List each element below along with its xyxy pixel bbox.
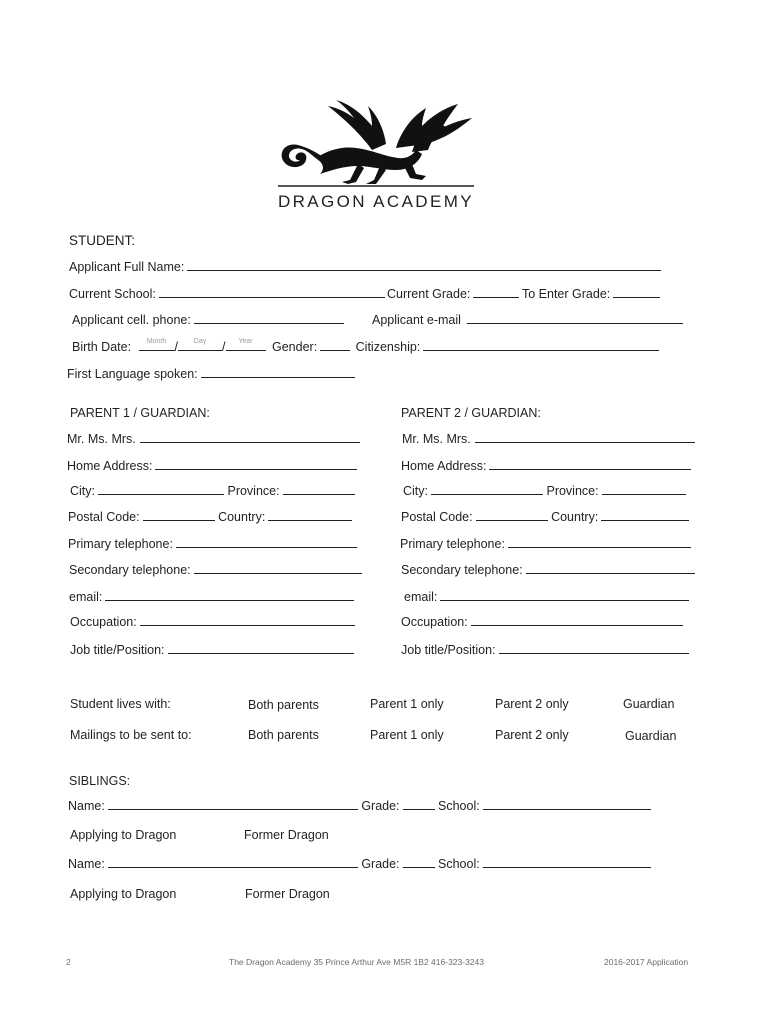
mailings-parent2[interactable]: Parent 2 only [495,728,569,742]
footer-edition: 2016-2017 Application [604,957,689,967]
parent2-title-row [402,432,695,446]
sibling2-former[interactable]: Former Dragon [245,887,330,901]
student-heading: STUDENT: [69,233,136,248]
parent1-job-field[interactable] [168,643,354,654]
full-name-field[interactable] [187,260,661,271]
parent2-occupation-row [401,615,683,629]
parent1-secondary-phone-field[interactable] [194,563,362,574]
parent2-address-label: Home Address: [401,459,487,473]
first-language-field[interactable] [201,367,355,378]
full-name-label: Applicant Full Name: [69,260,185,274]
birth-date-label: Birth Date: [72,340,132,354]
parent1-country-label: Country: [218,510,266,524]
parent2-postal-row [401,510,689,524]
lives-with-parent1[interactable]: Parent 1 only [370,697,444,711]
lives-with-parent2[interactable]: Parent 2 only [495,697,569,711]
sibling2-name-label: Name: [68,857,105,871]
cell-phone-label: Applicant cell. phone: [72,313,191,327]
parent1-province-field[interactable] [283,484,355,495]
parent1-job-label: Job title/Position: [70,643,165,657]
parent2-secondary-phone-row [401,563,695,577]
parent1-city-label: City: [70,484,95,498]
parent2-city-field[interactable] [431,484,543,495]
current-school-field[interactable] [159,287,385,298]
first-language-label: First Language spoken: [67,367,198,381]
parent1-postal-field[interactable] [143,510,215,521]
parent2-country-label: Country: [551,510,599,524]
siblings-heading: SIBLINGS: [69,774,131,788]
parent1-primary-phone-label: Primary telephone: [68,537,173,551]
parent1-title-label: Mr. Ms. Mrs. [67,432,136,446]
sibling2-school-field[interactable] [483,857,651,868]
student-email-label: Applicant e-mail [372,313,461,327]
current-grade-field[interactable] [473,287,519,298]
birth-year-field[interactable] [226,340,266,351]
parent2-email-row [404,590,689,604]
citizenship-label: Citizenship: [355,340,421,354]
parent1-province-label: Province: [227,484,280,498]
parent2-city-label: City: [403,484,428,498]
parent1-primary-phone-row [68,537,357,551]
parent1-country-field[interactable] [268,510,352,521]
sibling1-applying[interactable]: Applying to Dragon [70,828,177,842]
parent1-job-row [70,643,354,657]
parent1-name-field[interactable] [140,432,360,443]
sibling1-name-field[interactable] [108,799,358,810]
parent2-name-field[interactable] [475,432,695,443]
sibling2-applying[interactable]: Applying to Dragon [70,887,177,901]
parent1-email-field[interactable] [105,590,354,601]
parent2-primary-phone-label: Primary telephone: [400,537,505,551]
month-hint: Month [146,338,167,345]
parent1-occupation-row [70,615,355,629]
lives-with-guardian[interactable]: Guardian [623,697,675,711]
student-email-row [372,313,683,327]
parent1-occupation-field[interactable] [140,615,355,626]
to-enter-grade-field[interactable] [613,287,660,298]
year-hint: Year [238,338,253,345]
cell-phone-field[interactable] [194,313,344,324]
mailings-both-parents[interactable]: Both parents [248,728,319,742]
school-logo [276,100,476,215]
cell-phone-row [72,313,344,327]
parent1-email-row [69,590,354,604]
footer-address: The Dragon Academy 35 Prince Arthur Ave M5R 1B2 416-323-3243 [229,957,484,967]
parent2-title-label: Mr. Ms. Mrs. [402,432,471,446]
full-name-row [69,260,661,274]
parent1-address-field[interactable] [155,459,357,470]
parent2-job-label: Job title/Position: [401,643,496,657]
parent1-postal-row [68,510,352,524]
mailings-guardian[interactable]: Guardian [625,729,677,743]
sibling1-grade-label: Grade: [361,799,400,813]
parent2-country-field[interactable] [601,510,689,521]
current-school-row [69,287,385,301]
citizenship-field[interactable] [423,340,659,351]
sibling1-row [68,799,651,813]
birth-month-field[interactable] [139,340,175,351]
gender-label: Gender: [272,340,318,354]
parent1-primary-phone-field[interactable] [176,537,357,548]
parent2-job-field[interactable] [499,643,689,654]
sibling1-former[interactable]: Former Dragon [244,828,329,842]
parent2-email-label: email: [404,590,438,604]
parent1-email-label: email: [69,590,103,604]
first-language-row [67,367,355,381]
parent1-title-row [67,432,360,446]
parent1-address-row [67,459,357,473]
parent1-city-field[interactable] [98,484,224,495]
parent1-postal-label: Postal Code: [68,510,140,524]
sibling1-name-label: Name: [68,799,105,813]
lives-with-label: Student lives with: [70,697,171,711]
sibling2-row [68,857,651,871]
parent2-address-field[interactable] [489,459,691,470]
birth-day-field[interactable] [178,340,222,351]
parent1-address-label: Home Address: [67,459,153,473]
lives-with-both-parents[interactable]: Both parents [248,698,319,712]
parent1-secondary-phone-row [69,563,362,577]
parent1-secondary-phone-label: Secondary telephone: [69,563,191,577]
sibling1-school-label: School: [438,799,480,813]
current-school-label: Current School: [69,287,156,301]
current-grade-label: Current Grade: [387,287,471,301]
gender-field[interactable] [320,340,350,351]
current-grade-row [387,287,519,301]
mailings-label: Mailings to be sent to: [70,728,192,742]
parent2-email-field[interactable] [440,590,689,601]
student-email-field[interactable] [467,313,683,324]
sibling2-name-field[interactable] [108,857,358,868]
sibling2-grade-label: Grade: [361,857,400,871]
parent2-province-field[interactable] [602,484,686,495]
sibling1-school-field[interactable] [483,799,651,810]
parent2-secondary-phone-field[interactable] [526,563,695,574]
parent2-postal-label: Postal Code: [401,510,473,524]
day-hint: Day [193,338,207,345]
parent2-primary-phone-field[interactable] [508,537,691,548]
parent2-occupation-label: Occupation: [401,615,468,629]
parent2-heading: PARENT 2 / GUARDIAN: [401,406,541,420]
dragon-icon [276,100,476,188]
to-enter-grade-row [522,287,660,301]
sibling2-school-label: School: [438,857,480,871]
to-enter-grade-label: To Enter Grade: [522,287,611,301]
parent1-city-row [70,484,355,498]
parent2-primary-phone-row [400,537,691,551]
mailings-parent1[interactable]: Parent 1 only [370,728,444,742]
parent2-city-row [403,484,686,498]
parent2-province-label: Province: [546,484,599,498]
parent2-job-row [401,643,689,657]
parent2-occupation-field[interactable] [471,615,683,626]
parent2-address-row [401,459,691,473]
parent2-secondary-phone-label: Secondary telephone: [401,563,523,577]
logo-text: DRAGON ACADEMY [277,192,475,211]
sibling1-grade-field[interactable] [403,799,435,810]
birth-date-row: Birth Date: Month / Day / Year Gender: Citizenship: [72,340,659,354]
parent1-occupation-label: Occupation: [70,615,137,629]
sibling2-grade-field[interactable] [403,857,435,868]
parent2-postal-field[interactable] [476,510,548,521]
parent1-heading: PARENT 1 / GUARDIAN: [70,406,210,420]
page-number: 2 [66,957,71,967]
